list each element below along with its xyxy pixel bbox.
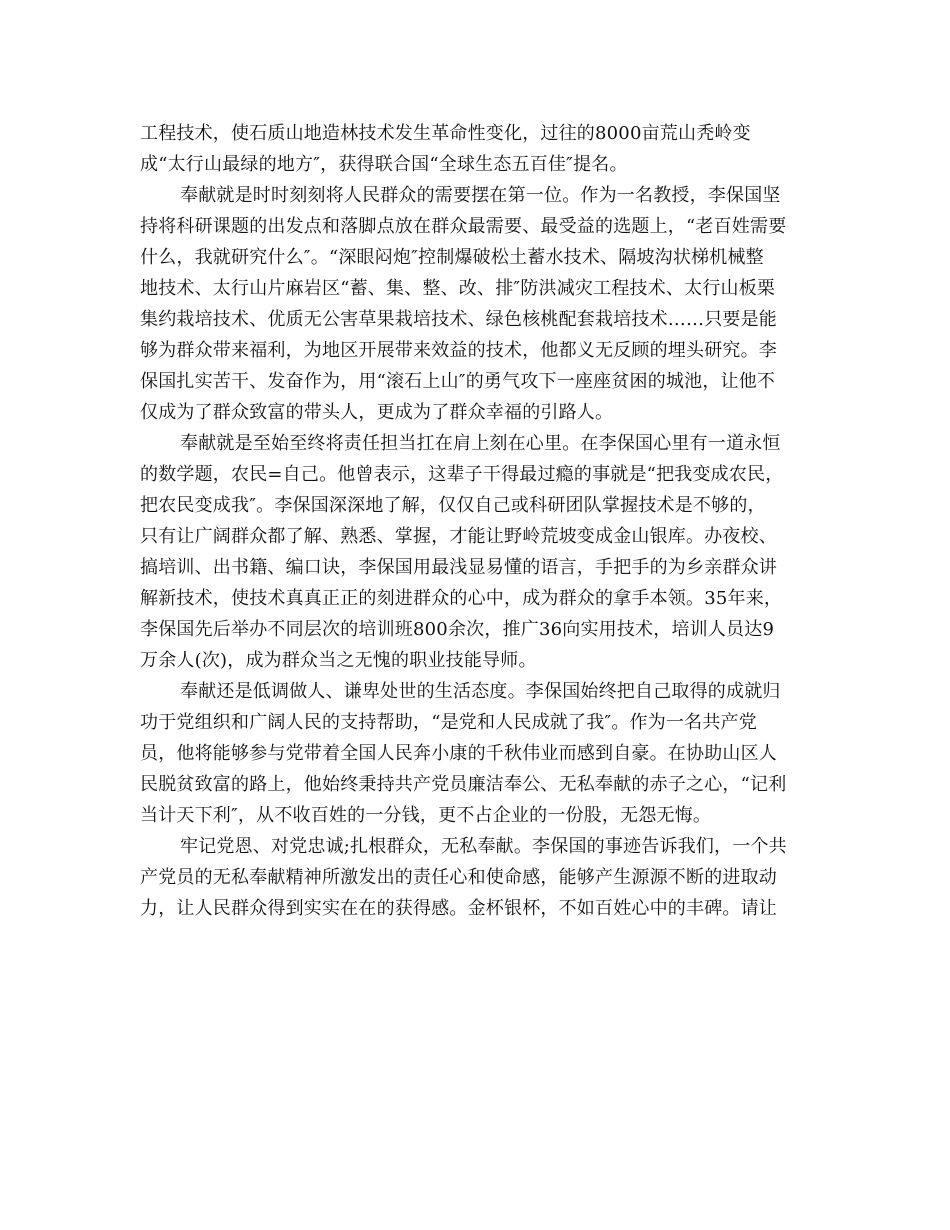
- paragraph-5: [140, 831, 810, 924]
- text-line: 产党员的无私奉献精神所激发出的责任心和使命感，能够产生源源不断的进取动: [140, 867, 777, 888]
- text-line: 功于党组织和广阔人民的支持帮助，“是党和人民成就了我″。作为一名共产党: [140, 712, 757, 733]
- text-line: 只有让广阔群众都了解、熟悉、掌握，才能让野岭荒坡变成金山银库。办夜校、: [140, 526, 777, 547]
- text-line: 当计天下利″，从不收百姓的一分钱，更不占企业的一份股，无怨无悔。: [140, 805, 712, 826]
- text-line: 仅成为了群众致富的带头人，更成为了群众幸福的引路人。: [140, 402, 614, 423]
- text-line: 搞培训、出书籍、编口诀，李保国用最浅显易懂的语言，手把手的为乡亲群众讲: [140, 557, 777, 578]
- paragraph-4: [140, 676, 810, 831]
- document-body: [140, 118, 810, 924]
- text-line: 什么，我就研究什么″。“深眼闷炮″控制爆破松土蓄水技术、隔坡沟状梯机械整: [140, 247, 764, 268]
- text-line: 够为群众带来福利，为地区开展带来效益的技术，他都义无反顾的埋头研究。李: [140, 340, 777, 361]
- text-line: 地技术、太行山片麻岩区“蓄、集、整、改、排″防洪减灾工程技术、太行山板栗: [140, 278, 776, 299]
- text-line: 民脱贫致富的路上，他始终秉持共产党员廉洁奉公、无私奉献的赤子之心，“记利: [140, 774, 787, 795]
- text-line: 奉献就是时时刻刻将人民群众的需要摆在第一位。作为一名教授，李保国坚: [180, 185, 781, 206]
- text-line: 奉献就是至始至终将责任担当扛在肩上刻在心里。在李保国心里有一道永恒: [180, 433, 781, 454]
- text-line: 集约栽培技术、优质无公害草果栽培技术、绿色核桃配套栽培技术……只要是能: [140, 309, 777, 330]
- text-line: 奉献还是低调做人、谦卑处世的生活态度。李保国始终把自己取得的成就归: [180, 681, 781, 702]
- text-line: 员，他将能够参与党带着全国人民奔小康的千秋伟业而感到自豪。在协助山区人: [140, 743, 777, 764]
- paragraph-3: [140, 428, 810, 676]
- text-line: 万余人(次)，成为群众当之无愧的职业技能导师。: [140, 650, 537, 671]
- text-line: 力，让人民群众得到实实在在的获得感。金杯银杯，不如百姓心中的丰碑。请让: [140, 898, 777, 919]
- paragraph-1: [140, 118, 810, 180]
- text-line: 解新技术，使技术真真正正的刻进群众的心中，成为群众的拿手本领。35年来，: [140, 588, 783, 609]
- text-line: 工程技术，使石质山地造林技术发生革命性变化，过往的8000亩荒山秃岭变: [140, 123, 751, 144]
- text-line: 成“太行山最绿的地方″，获得联合国“全球生态五百佳″提名。: [140, 154, 628, 175]
- paragraph-2: [140, 180, 810, 428]
- text-line: 持将科研课题的出发点和落脚点放在群众最需要、最受益的选题上，“老百姓需要: [140, 216, 787, 237]
- text-line: 把农民变成我″。李保国深深地了解，仅仅自己或科研团队掌握技术是不够的，: [140, 495, 766, 516]
- text-line: 的数学题，农民=自己。他曾表示，这辈子干得最过瘾的事就是“把我变成农民，: [140, 464, 784, 485]
- text-line: 牢记党恩、对党忠诚;扎根群众，无私奉献。李保国的事迹告诉我们，一个共: [180, 836, 787, 857]
- text-line: 李保国先后举办不同层次的培训班800余次，推广36向实用技术，培训人员达9: [140, 619, 775, 640]
- text-line: 保国扎实苦干、发奋作为，用“滚石上山″的勇气攻下一座座贫困的城池，让他不: [140, 371, 776, 392]
